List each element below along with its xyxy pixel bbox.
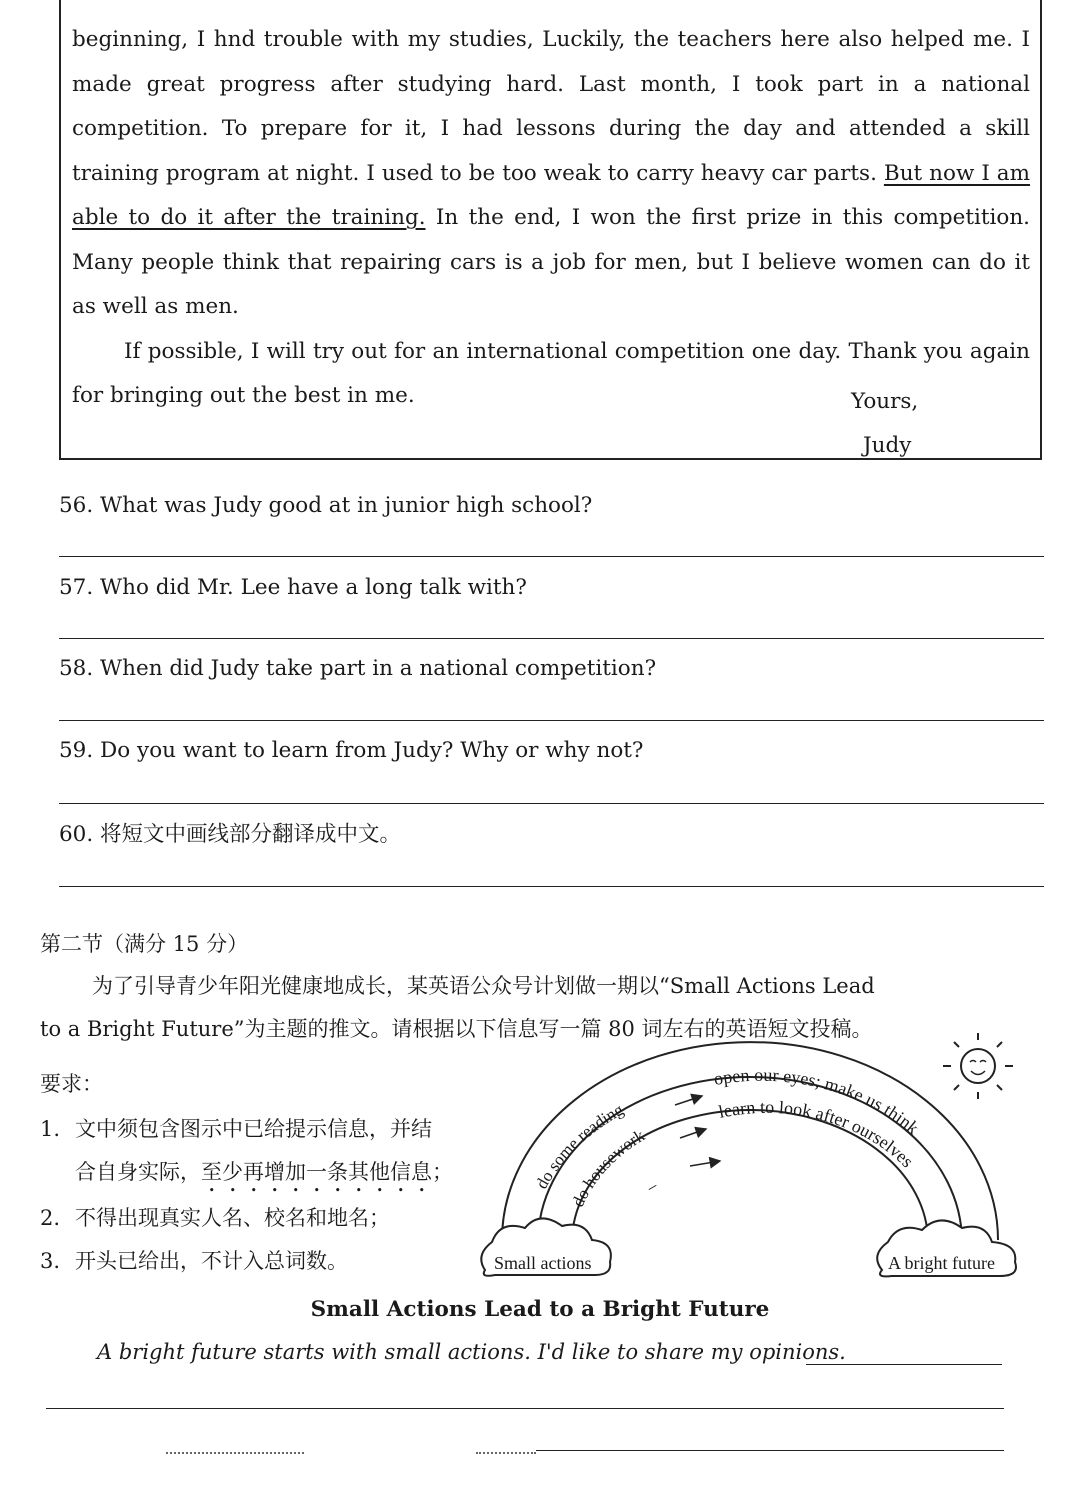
requirement-1-continued (40, 1151, 510, 1197)
sun-icon (943, 1033, 1013, 1099)
req-number: 2. (40, 1206, 61, 1230)
requirement-1 (40, 1108, 510, 1151)
emphasized-text: 至少再增加一条其他信息 (201, 1160, 432, 1184)
req-number: 1. (40, 1117, 61, 1141)
cloud-left-label: Small actions (494, 1253, 592, 1273)
letter-closing (851, 380, 918, 468)
arrow-right-icon (675, 1096, 702, 1105)
req-number: 3. (40, 1249, 61, 1273)
essay-title: Small Actions Lead to a Bright Future (310, 1297, 770, 1322)
answer-line-56[interactable] (59, 556, 1044, 557)
req-text: 开头已给出，不计入总词数。 (75, 1249, 348, 1273)
writing-line[interactable] (806, 1364, 1002, 1365)
arc-text-third-left: _ (640, 1170, 658, 1192)
requirements-list (40, 1108, 510, 1283)
writing-line[interactable] (46, 1408, 1004, 1409)
section-title: 第二节（满分 15 分） (40, 932, 249, 956)
answer-line-59[interactable] (59, 803, 1044, 804)
essay-opening: A bright future starts with small actions. I'd like to share my opinions. (97, 1340, 846, 1364)
underlined-sentence: But now I am able to do it after the training. (72, 160, 1031, 230)
letter-paragraph-2: If possible, I will try out for an international competition one day. Thank you again for bringing out the best in me. (72, 338, 1030, 408)
closing-word: Yours, (851, 389, 919, 414)
question-59: 59. Do you want to learn from Judy? Why or why not? (59, 738, 644, 763)
req-text: ； (432, 1160, 453, 1184)
arc-text-inner-left: do housework (568, 1125, 648, 1210)
question-57: 57. Who did Mr. Lee have a long talk with? (59, 575, 527, 600)
letter-body (72, 18, 1030, 419)
arrow-right-icon (680, 1129, 706, 1138)
writing-line[interactable] (536, 1450, 1004, 1451)
arrow-right-icon (690, 1161, 720, 1166)
signature: Judy (863, 433, 912, 458)
question-56: 56. What was Judy good at in junior high school? (59, 493, 593, 518)
instruction-line-1: 为了引导青少年阳光健康地成长，某英语公众号计划做一期以“Small Actions Lead (92, 974, 875, 998)
letter-text-part: In the end, I won the first prize in this competition. Many people think that repairing cars is a job for men, but I believe women can do it as well as men. (72, 205, 1030, 319)
dotted-line (476, 1452, 536, 1454)
answer-line-58[interactable] (59, 720, 1044, 721)
dotted-line (166, 1452, 304, 1454)
question-58: 58. When did Judy take part in a national competition? (59, 656, 657, 681)
arc-text-inner-right: learn to look after ourselves (716, 1096, 918, 1172)
letter-paragraph-1 (72, 18, 1030, 330)
arc-text-outer-right: open our eyes; make us think (712, 1064, 923, 1138)
req-text: 不得出现真实人名、校名和地名； (75, 1206, 390, 1230)
requirements-title: 要求： (40, 1072, 103, 1096)
instruction-line-2: to a Bright Future”为主题的推文。请根据以下信息写一篇 80 词左右的英语短文投稿。 (40, 1017, 873, 1041)
cloud-right-label: A bright future (888, 1253, 995, 1273)
req-text: 合自身实际， (75, 1160, 201, 1184)
rainbow-diagram (470, 1030, 1030, 1290)
answer-line-60[interactable] (59, 886, 1044, 887)
question-60: 60. 将短文中画线部分翻译成中文。 (59, 822, 402, 847)
letter-text-part: beginning, I hnd trouble with my studies, Luckily, the teachers here also helped me. I made great progress after studying hard. Last month, I took part in a national competition. To prepare for it, I had lessons during the day and attended a skill training program at night. I used to be too weak to carry heavy car parts. (72, 27, 1030, 186)
answer-line-57[interactable] (59, 638, 1044, 639)
arc-text-outer-left: do some reading (531, 1099, 627, 1192)
req-text: 文中须包含图示中已给提示信息，并结 (75, 1117, 432, 1141)
requirement-2 (40, 1197, 510, 1240)
requirement-3 (40, 1240, 510, 1283)
